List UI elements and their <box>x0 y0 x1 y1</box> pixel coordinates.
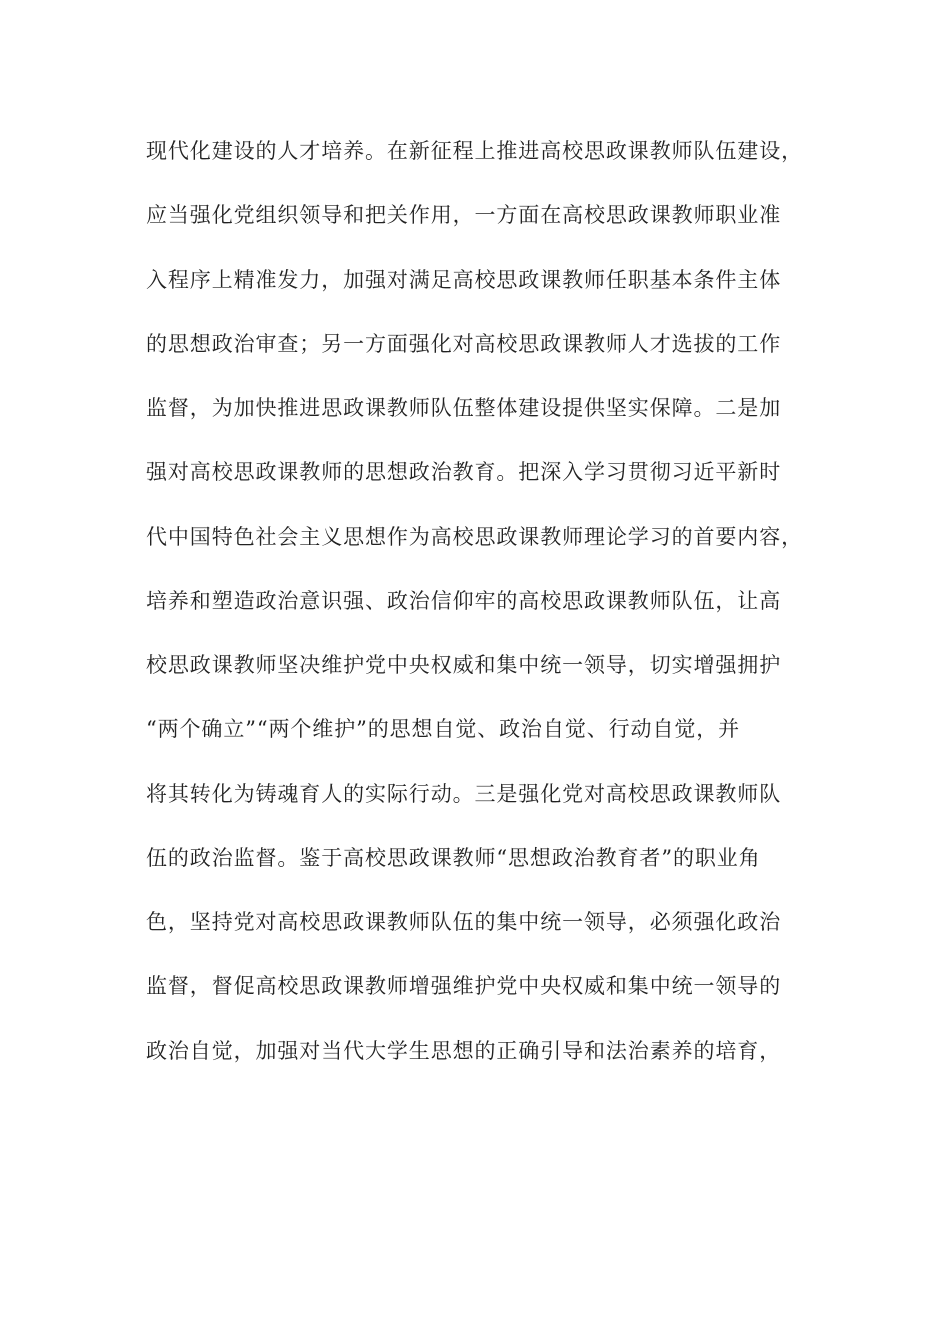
text-line: 将其转化为铸魂育人的实际行动。三是强化党对高校思政课教师队 <box>146 781 782 806</box>
text-line: 色，坚持党对高校思政课教师队伍的集中统一领导，必须强化政治 <box>146 910 782 934</box>
text-line: 政治自觉，加强对当代大学生思想的正确引导和法治素养的培育， <box>146 1038 782 1063</box>
body-paragraph <box>146 133 806 1097</box>
text-line: 的思想政治审查；另一方面强化对高校思政课教师人才选拔的工作 <box>146 331 782 356</box>
text-line: 监督，为加快推进思政课教师队伍整体建设提供坚实保障。二是加 <box>146 396 782 420</box>
text-line: 监督，督促高校思政课教师增强维护党中央权威和集中统一领导的 <box>146 974 782 999</box>
text-line: “两个确立”“两个维护”的思想自觉、政治自觉、行动自觉，并 <box>146 717 741 742</box>
text-line: 培养和塑造政治意识强、政治信仰牢的高校思政课教师队伍，让高 <box>146 588 782 613</box>
text-line: 代中国特色社会主义思想作为高校思政课教师理论学习的首要内容， <box>146 524 803 549</box>
text-line: 应当强化党组织领导和把关作用，一方面在高校思政课教师职业准 <box>146 203 782 228</box>
text-line: 伍的政治监督。鉴于高校思政课教师“思想政治教育者”的职业角 <box>146 845 761 870</box>
text-line: 现代化建设的人才培养。在新征程上推进高校思政课教师队伍建设， <box>146 139 803 163</box>
text-line: 强对高校思政课教师的思想政治教育。把深入学习贯彻习近平新时 <box>146 460 782 485</box>
text-line: 入程序上精准发力，加强对满足高校思政课教师任职基本条件主体 <box>146 267 782 292</box>
text-line: 校思政课教师坚决维护党中央权威和集中统一领导，切实增强拥护 <box>146 653 782 677</box>
